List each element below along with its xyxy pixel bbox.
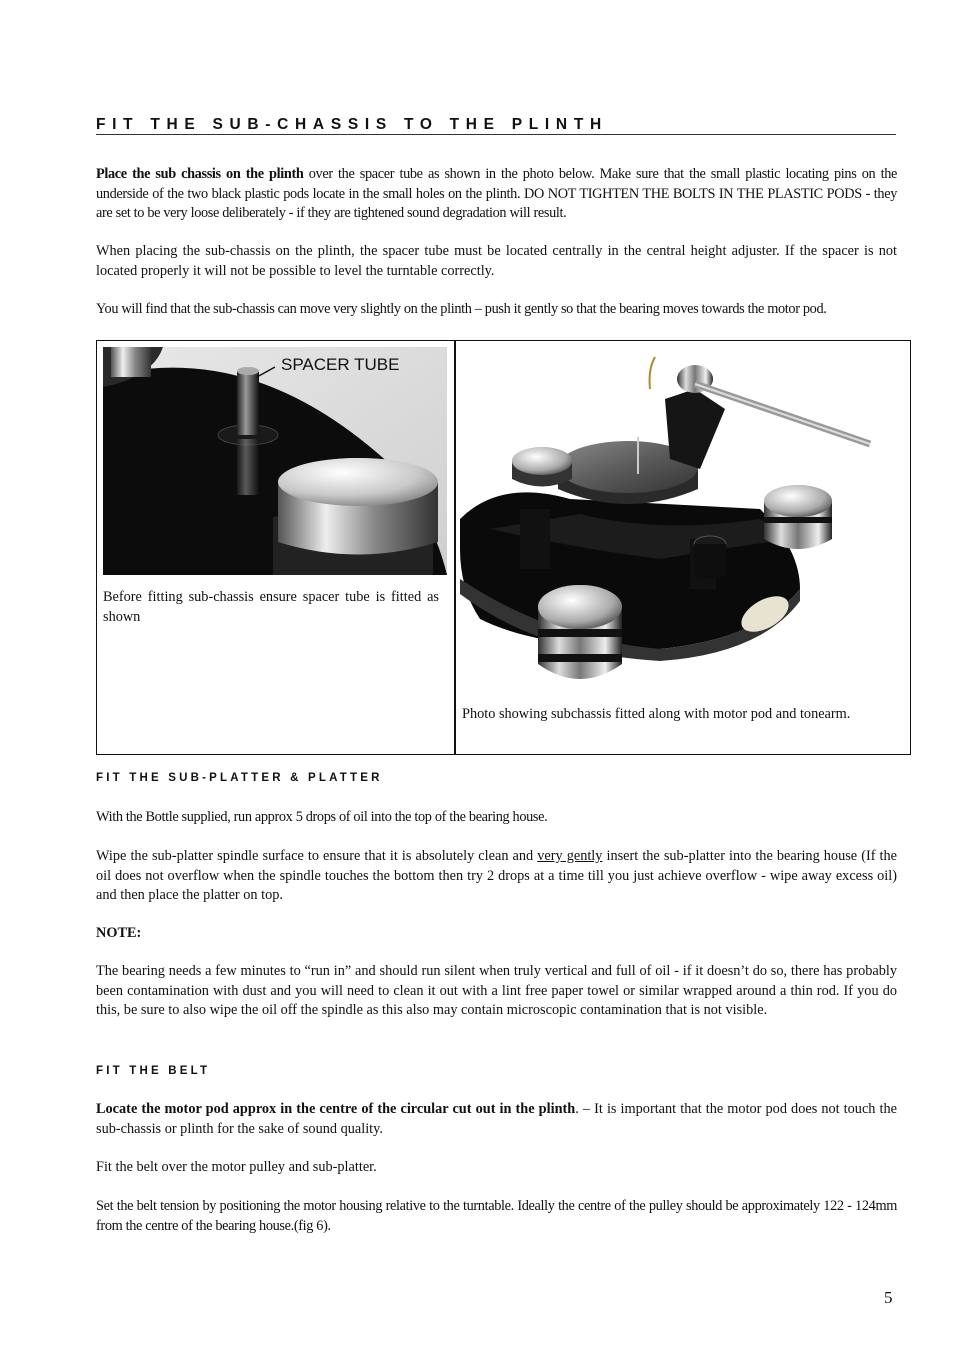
paragraph-note: The bearing needs a few minutes to “run in” and should run silent when truly vertical and full of oil - if it doesn’t do so, there has probably been contamination with dust and you will need to clean it out with a lint free paper towel or similar wrapped around a thin rod. If you do this, be sure to also wipe the oil off the spindle as this also may contain microscopic contamination that is not visible.: [96, 963, 897, 1018]
paragraph-text: Wipe the sub-platter spindle surface to ensure that it is absolutely clean and: [96, 848, 538, 864]
figure-divider: [454, 341, 456, 754]
paragraph-oil-drops: With the Bottle supplied, run approx 5 drops of oil into the top of the bearing house.: [96, 809, 548, 825]
paragraph-wipe-spindle: [96, 847, 897, 906]
section-heading-belt: FIT THE BELT: [96, 1065, 211, 1077]
left-figure-caption: Before fitting sub-chassis ensure spacer tube is fitted as shown: [103, 589, 439, 625]
bold-instruction: Place the sub chassis on the plinth: [96, 166, 304, 182]
page-number: 5: [884, 1288, 893, 1307]
spacer-tube-photo: [103, 347, 447, 575]
paragraph-belt-tension: Set the belt tension by positioning the motor housing relative to the turntable. Ideally the centre of the pulley should be approximately 122 - 124mm from the centre of the bearing house.(fig 6).: [96, 1198, 897, 1234]
underlined-emphasis: very gently: [537, 848, 603, 864]
right-figure-caption: Photo showing subchassis fitted along with motor pod and tonearm.: [462, 706, 851, 722]
section-heading-sub-platter: FIT THE SUB-PLATTER & PLATTER: [96, 772, 383, 784]
note-label: [96, 924, 897, 944]
figure-table: [96, 340, 911, 755]
spacer-tube-label: SPACER TUBE: [281, 355, 400, 374]
bold-instruction: Locate the motor pod approx in the centre of the circular cut out in the plinth: [96, 1101, 576, 1117]
paragraph-text: . – It is important that the motor pod does not touch the sub-chassis or plinth for the sake of sound quality.: [96, 1101, 897, 1137]
paragraph-place-sub-chassis: [96, 165, 897, 224]
paragraph-locate-motor-pod: [96, 1100, 897, 1139]
paragraph-text: insert the sub-platter into the bearing house (If the oil does not overflow when the spindle touches the bottom then try 2 drops at a time till you just achieve overflow - wipe away excess oil) and then place the platter on top.: [96, 848, 898, 903]
paragraph-text: over the spacer tube as shown in the photo below. Make sure that the small plastic locating pins on the underside of the two black plastic pods locate in the small holes on the plinth. DO NOT TIGHTEN THE BOLTS IN THE PLASTIC PODS - they are set to be very loose deliberately - if they are tightened sound degradation will result.: [96, 166, 897, 221]
section-heading-sub-chassis: FIT THE SUB-CHASSIS TO THE PLINTH: [96, 115, 896, 135]
paragraph-spacer-tube: When placing the sub-chassis on the plinth, the spacer tube must be located centrally in the central height adjuster. If the spacer is not located properly it will not be possible to level the turntable correctly.: [96, 243, 897, 279]
note-label-text: NOTE:: [96, 925, 142, 941]
paragraph-sub-chassis-move: You will find that the sub-chassis can move very slightly on the plinth – push it gently so that the bearing moves towards the motor pod.: [96, 301, 827, 317]
paragraph-fit-belt: Fit the belt over the motor pulley and sub-platter.: [96, 1159, 377, 1175]
turntable-photo: [460, 349, 878, 694]
